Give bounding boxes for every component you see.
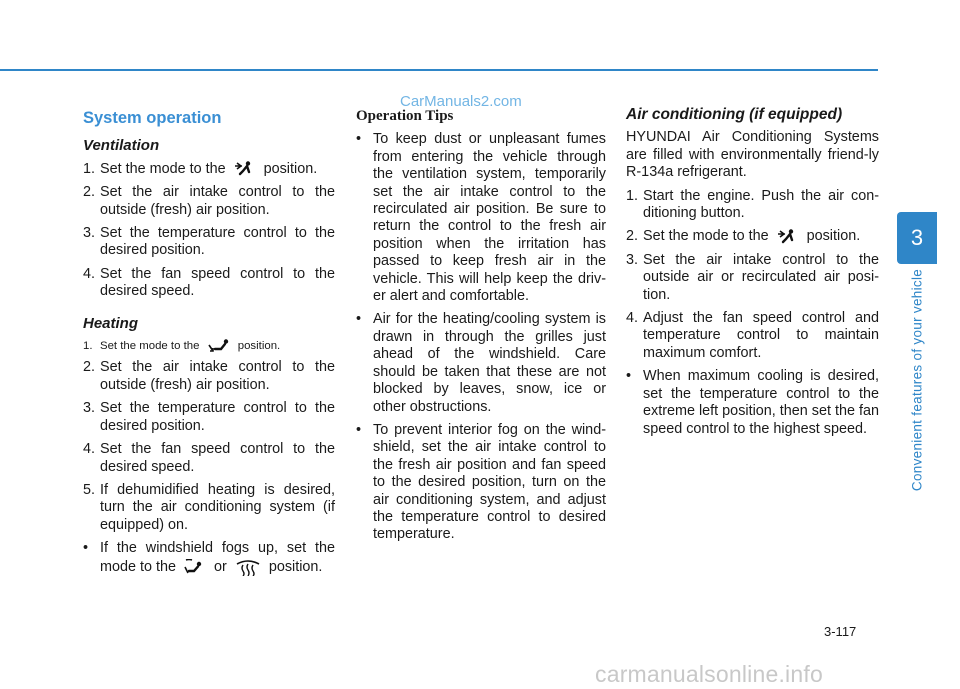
step-number: 4.: [626, 310, 639, 327]
step-text: Set the fan speed control to the desired speed.: [100, 441, 335, 475]
step-number: 3.: [83, 225, 96, 242]
step-text: Set the fan speed control to the desired speed.: [100, 265, 335, 300]
ventilation-step-4: [83, 266, 335, 301]
step-number: 2.: [626, 228, 639, 245]
tip-bullet: [356, 311, 606, 415]
step-text: Set the air intake control to the outside air or recirculated air posi-tion.: [643, 251, 879, 303]
tip-text: To prevent interior fog on the wind-shield, set the air intake control to the fresh air position and fan speed to the desired position, turn on the air conditioning system, and adjust the temperature control to desired temperature.: [373, 421, 606, 543]
top-rule: [0, 69, 878, 71]
heating-bullet: [83, 540, 335, 576]
step-text: Adjust the fan speed control and temperature control to maintain maximum comfort.: [643, 310, 879, 361]
step-text: position.: [806, 228, 861, 245]
chapter-label: Convenient features of your vehicle: [909, 268, 925, 492]
floor-vent-icon: [207, 339, 231, 353]
heating-step-4: [83, 441, 335, 476]
heating-heading: Heating: [83, 314, 139, 332]
tip-text: To keep dust or unpleasant fumes from entering the vehicle through the ventilation system, temporarily set the air intake control to the recirculated air position. Be sure to return the control to the fresh air position when the irritation has passed to keep fresh air in the vehicle. This will help keep the driv-er alert and comfortable.: [373, 131, 606, 305]
tip-text: Air for the heating/cooling system is drawn in through the grilles just ahead of the windshield. Care should be taken that these are not blocked by leaves, snow, ice or other obstructions.: [373, 311, 606, 415]
ventilation-heading: Ventilation: [83, 137, 160, 155]
step-text: Set the mode to the: [100, 160, 226, 177]
step-number: 4.: [83, 441, 96, 458]
ac-step-2: [626, 228, 879, 245]
page-number: 3-117: [824, 624, 857, 639]
operation-tips-heading: Operation Tips: [356, 108, 454, 124]
step-number: 1.: [626, 187, 639, 204]
heating-step-3: [83, 400, 335, 435]
step-text: Set the mode to the: [100, 340, 200, 353]
face-vent-icon: [234, 161, 256, 177]
heating-step-2: [83, 359, 335, 394]
step-text: Set the temperature control to the desired position.: [100, 400, 335, 434]
air-conditioning-column: [626, 104, 879, 444]
air-conditioning-intro: HYUNDAI Air Conditioning Systems are filled with environmentally friend-ly R-134a refrigerant.: [626, 129, 879, 181]
chapter-tab: [897, 212, 937, 264]
bullet-text: or: [214, 558, 227, 575]
step-number: 5.: [83, 481, 96, 498]
tip-bullet: [356, 131, 606, 305]
step-number: 4.: [83, 265, 96, 282]
section-title: System operation: [83, 109, 222, 127]
bullet-text: position.: [268, 558, 323, 575]
step-text: Start the engine. Push the air con-ditioning button.: [643, 187, 879, 222]
step-number: 3.: [83, 400, 96, 417]
watermark: CarManuals2.com: [400, 93, 522, 110]
ventilation-step-3: [83, 225, 335, 260]
ac-step-1: [626, 188, 879, 223]
step-text: Set the air intake control to the outside (fresh) air position.: [100, 184, 335, 218]
tip-bullet: [356, 422, 606, 544]
system-operation-column: [83, 104, 335, 582]
bullet-dot: •: [83, 540, 89, 557]
chapter-number: 3: [910, 225, 924, 250]
step-number: 3.: [626, 251, 639, 268]
step-text: Set the air intake control to the outside (fresh) air position.: [100, 359, 335, 393]
ac-bullet: [626, 368, 879, 438]
step-number: 2.: [83, 184, 96, 201]
defrost-icon: [235, 558, 261, 576]
step-text: position.: [263, 160, 318, 177]
step-number: 1.: [83, 340, 93, 353]
ac-step-4: [626, 310, 879, 362]
step-text: Set the temperature control to the desired position.: [100, 225, 335, 259]
ac-step-3: [626, 252, 879, 304]
step-text: If dehumidified heating is desired, turn the air conditioning system (if equipped) on.: [100, 481, 335, 533]
heating-step-5: [83, 482, 335, 534]
heating-step-1: [83, 338, 335, 355]
bullet-dot: •: [356, 311, 362, 328]
bullet-dot: •: [626, 368, 632, 385]
ventilation-step-1: [83, 161, 335, 178]
step-text: position.: [237, 340, 281, 353]
step-number: 1.: [83, 160, 96, 177]
ventilation-step-2: [83, 184, 335, 219]
step-number: 2.: [83, 359, 96, 376]
bullet-text: When maximum cooling is desired, set the temperature control to the extreme left position, then set the fan speed control to the highest speed.: [643, 368, 879, 437]
operation-tips-column: [356, 104, 606, 550]
step-text: Set the mode to the: [643, 228, 769, 245]
air-conditioning-heading: Air conditioning (if equipped): [626, 106, 843, 123]
floor-defrost-mode-icon: [184, 559, 206, 575]
bullet-dot: •: [356, 131, 362, 148]
footer-watermark: carmanualsonline.info: [595, 661, 823, 687]
face-vent-icon: [777, 229, 799, 245]
bullet-dot: •: [356, 421, 362, 438]
bullet-text: If the windshield fogs up, set the mode to the: [100, 540, 335, 575]
